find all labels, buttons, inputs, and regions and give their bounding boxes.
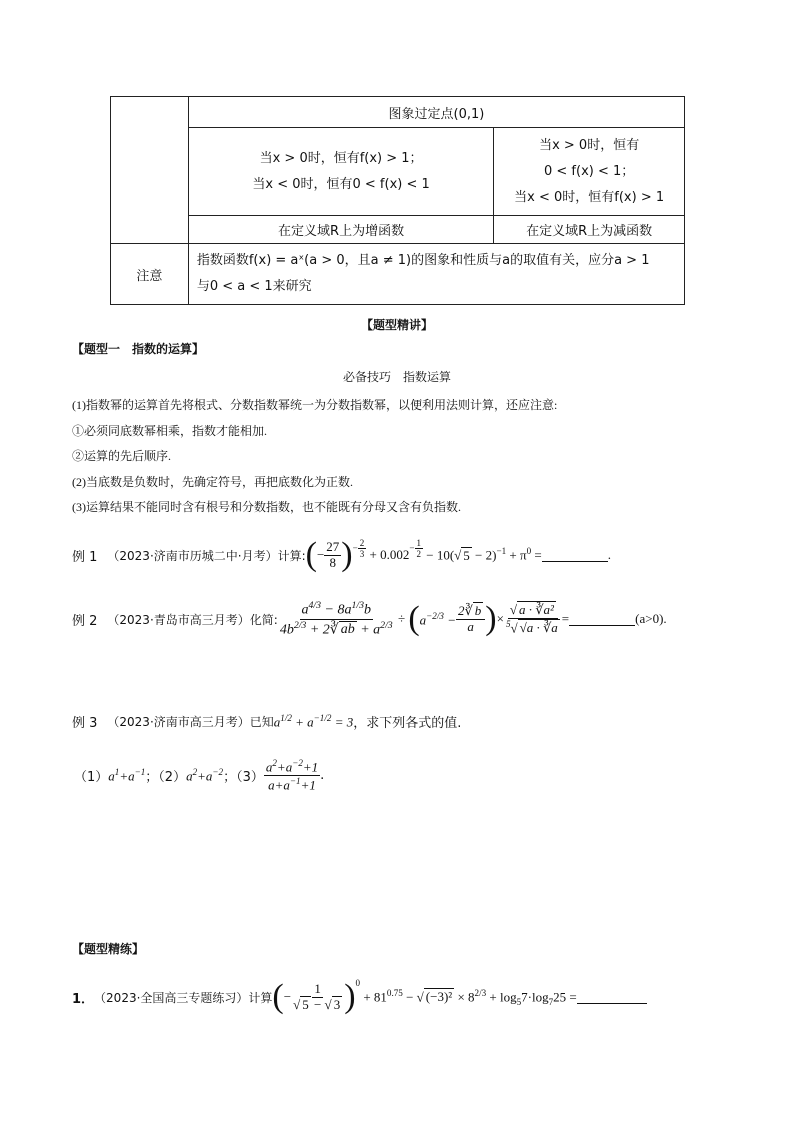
inc-line-2: 当x < 0时，恒有0 < f(x) < 1 [252,176,430,192]
increasing-cell: 在定义域R上为增函数 [188,216,493,244]
example-2 [72,600,667,639]
skill-item: ②运算的先后顺序. [72,449,172,463]
practice-title: 【题型精练】 [72,942,145,956]
note-label-cell: 注意 [111,244,189,305]
skill-item: ①必须同底数幂相乘，指数才能相加. [72,423,268,438]
note-text-line-1: 指数函数f(x) = aˣ(a > 0，且a ≠ 1)的图象和性质与a的取值有关，应分a > 1 [196,253,650,268]
skills-title: 必备技巧 指数运算 [342,370,451,384]
practice-1 [72,978,647,1016]
dec-line-3: 当x < 0时，恒有f(x) > 1 [514,189,665,205]
example-3-tail: ，求下列各式的值. [353,716,462,731]
example-2-formula: $\frac{a^{4/3} - 8a^{1/3}b}{4b^{2/3} + 2∛ ab + a^{2/3}}$ ÷ ( $a^{-2/3}$ − $\frac{2∛ b}{a}$ ) × $\frac{\text{√ a · ∛a²}}{^5√ √a \cdot ∛a}$ = (a>0). [279,600,667,638]
practice-1-formula: ( − $\frac{1}{√ 5 - √ 3}$ ) $^0$ + $81^{0.75}$ − √ $(-3)^2 \times 8^{2/3} + \log_57\cdot\log_725$ = [272,978,646,1016]
example-3-label: 例 3 [72,716,98,731]
part-2-label: ；（2） [145,770,187,786]
example-1-formula: ( − $\frac{27}{8}$ ) $^{- \frac{2}{3}}$ + 0.002 $^{- \frac{1}{2}}$ − 10(√ $5 - 2)^{-1} + \pi^0$ = . [305,536,611,573]
answer-blank [577,990,647,1004]
property-table [110,96,685,305]
example-1-label: 例 1 [72,549,98,565]
example-2-label: 例 2 [72,613,98,629]
dec-line-2: 0 < f(x) < 1； [544,163,635,179]
note-text-cell [188,244,684,305]
section-title: 【题型精讲】 [360,318,433,332]
increasing-conditions-cell [188,128,493,216]
skill-item: (2)当底数是负数时，先确定符号，再把底数化为正数. [72,474,353,489]
part-3-label: ；（3） [223,770,264,786]
example-2-source: （2023·青岛市高三月考）化简: [107,612,278,627]
fixed-point-cell: 图象过定点(0,1) [188,97,684,128]
example-3-given: $a^{1/2} + a^{-1/2} = 3$ [273,712,354,730]
example-3-parts: （1） $a^1+a^{-1}$ ；（2） $a^2+a^{-2}$ ；（3） $\frac{a^2+a^{-2}+1}{a+a^{-1}+1}$ . [74,758,325,793]
part-1-label: （1） [74,770,109,786]
example-2-condition: (a>0). [635,611,667,627]
example-3-source: （2023·济南市高三月考）已知 [107,715,274,729]
skills-list [72,393,557,521]
answer-blank [542,548,608,562]
decreasing-conditions-cell [494,128,685,216]
type1-title: 【题型一 指数的运算】 [72,342,205,356]
inc-line-1: 当x > 0时，恒有f(x) > 1； [259,150,423,166]
skill-item: (3)运算结果不能同时含有根号和分数指数，也不能既有分母又含有负指数. [72,500,461,514]
note-text-line-2: 与0 < a < 1来研究 [196,279,312,294]
answer-blank [569,612,635,626]
example-1-source: （2023·济南市历城二中·月考）计算: [107,548,306,563]
blank-header-cell [111,97,189,244]
practice-1-source: （2023·全国高三专题练习）计算 [94,990,273,1005]
skill-item: (1)指数幂的运算首先将根式、分数指数幂统一为分数指数幂，以便利用法则计算，还应注意: [72,398,558,412]
practice-1-label: 1． [72,991,95,1007]
example-1 [72,536,611,574]
dec-line-1: 当x > 0时，恒有 [539,137,640,153]
example-3 [72,712,461,731]
decreasing-cell: 在定义域R上为减函数 [494,216,685,244]
